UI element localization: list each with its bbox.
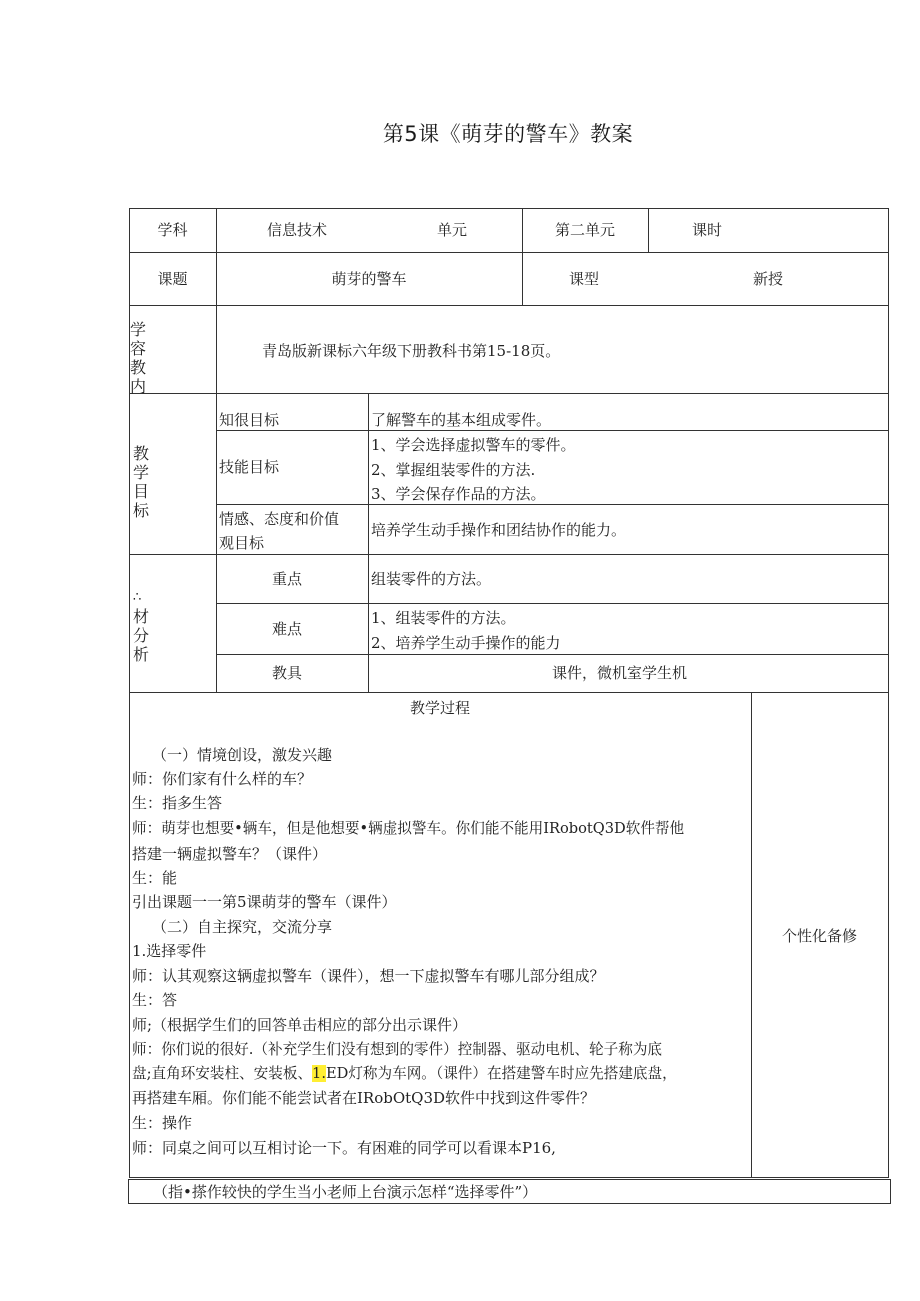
type-value: 新授 xyxy=(753,270,784,288)
footer-box-right xyxy=(890,1179,891,1204)
skill-goal-label: 技能目标 xyxy=(219,458,280,476)
emotion-goal-label: 情感、态度和价值 xyxy=(219,510,340,528)
process-line: 生：指多生答 xyxy=(132,794,223,812)
analysis-symbol: ∴ xyxy=(133,590,142,605)
knowledge-goal-label: 知很目标 xyxy=(219,411,280,429)
difficulty-item: 2、培养学生动手操作的能力 xyxy=(371,634,561,652)
table-border-top xyxy=(129,208,889,209)
process-line: 生：操作 xyxy=(132,1114,193,1132)
unit-label: 单元 xyxy=(437,221,468,239)
emotion-goal-label: 观目标 xyxy=(219,534,265,552)
process-heading: 教学过程 xyxy=(409,699,470,717)
table-row-divider xyxy=(129,692,889,693)
process-line: 师：你们说的很好.（补充学生们没有想到的零件）控制器、驱动电机、轮子称为底 xyxy=(132,1041,663,1058)
topic-value: 萌芽的警车 xyxy=(331,270,407,288)
process-line: 再搭建车厢。你们能不能尝试者在IRobOtQ3D软件中找到这件零件？ xyxy=(132,1089,596,1107)
highlight-mark: 1. xyxy=(312,1065,326,1082)
unit-value: 第二单元 xyxy=(554,221,615,239)
period-label: 课时 xyxy=(692,221,723,239)
process-line: 生：能 xyxy=(132,869,178,887)
key-point-value: 组装零件的方法。 xyxy=(371,570,492,588)
tools-label: 教具 xyxy=(272,664,303,682)
difficulty-label: 难点 xyxy=(272,620,303,638)
key-point-label: 重点 xyxy=(272,570,303,588)
subject-value: 信息技术 xyxy=(267,221,328,239)
skill-goal-item: 3、学会保存作品的方法。 xyxy=(371,485,546,503)
table-col-divider xyxy=(368,393,369,692)
table-row-divider xyxy=(216,430,889,431)
emotion-goal-value: 培养学生动手操作和团结协作的能力。 xyxy=(371,521,627,539)
process-line-part: 盘;直角环安装柱、安装板、 xyxy=(132,1065,313,1082)
table-row-divider xyxy=(129,1177,889,1178)
footer-box-left xyxy=(128,1179,129,1204)
skill-goal-item: 2、掌握组装零件的方法. xyxy=(371,461,536,479)
tools-value: 课件，微机室学生机 xyxy=(552,664,688,682)
table-row-divider xyxy=(216,654,889,655)
table-row-divider xyxy=(216,603,889,604)
table-col-divider xyxy=(648,208,649,252)
type-label: 课型 xyxy=(569,270,600,288)
goals-label: 教学目标 xyxy=(133,444,150,520)
process-line: （一）情境创设，激发兴趣 xyxy=(152,746,333,764)
process-side-label: 个性化备修 xyxy=(781,927,857,945)
knowledge-goal-value: 了解警车的基本组成零件。 xyxy=(371,411,552,429)
table-row-divider xyxy=(129,393,889,394)
process-line: 师：萌芽也想要•辆车，但是他想要•辆虚拟警车。你们能不能用IRobotQ3D软件帮他 xyxy=(132,820,685,837)
table-row-divider xyxy=(216,504,889,505)
subject-label: 学科 xyxy=(157,221,188,239)
process-line: 1.选择零件 xyxy=(132,942,207,960)
analysis-label: 材分析 xyxy=(133,607,150,664)
difficulty-item: 1、组装零件的方法。 xyxy=(371,609,516,627)
process-line-highlighted xyxy=(132,1062,752,1086)
content-label: 学容教内 xyxy=(130,320,147,396)
process-line: 师：同桌之间可以互相讨论一下。有困难的同学可以看课本P16, xyxy=(132,1139,556,1157)
process-line-part: ED灯称为车网。（课件）在搭建警车时应先搭建底盘， xyxy=(325,1065,677,1082)
process-footer: （指•搽作较快的学生当小老师上台演示怎样“选择零件”） xyxy=(153,1183,538,1201)
page-title: 第5课《萌芽的警车》教案 xyxy=(382,122,634,146)
topic-label: 课题 xyxy=(157,270,188,288)
process-line: 师：认其观察这辆虚拟警车（课件），想一下虚拟警车有哪儿部分组成？ xyxy=(132,967,605,985)
table-row-divider xyxy=(129,305,889,306)
process-line: 师;（根据学生们的回答单击相应的部分出示课件） xyxy=(132,1016,468,1034)
table-border-right xyxy=(888,208,889,1177)
content-value: 青岛版新课标六年级下册教科书第15-18页。 xyxy=(262,342,561,360)
table-row-divider xyxy=(129,252,889,253)
process-line: 师：你们家有什么样的车？ xyxy=(132,770,313,788)
process-line: 搭建一辆虚拟警车？（课件） xyxy=(132,845,328,863)
skill-goal-item: 1、学会选择虚拟警车的零件。 xyxy=(371,436,576,454)
process-line: 生：答 xyxy=(132,991,178,1009)
process-line: （二）自主探究，交流分享 xyxy=(152,918,333,936)
process-line: 引出课题一一第5课萌芽的警车（课件） xyxy=(132,893,397,911)
